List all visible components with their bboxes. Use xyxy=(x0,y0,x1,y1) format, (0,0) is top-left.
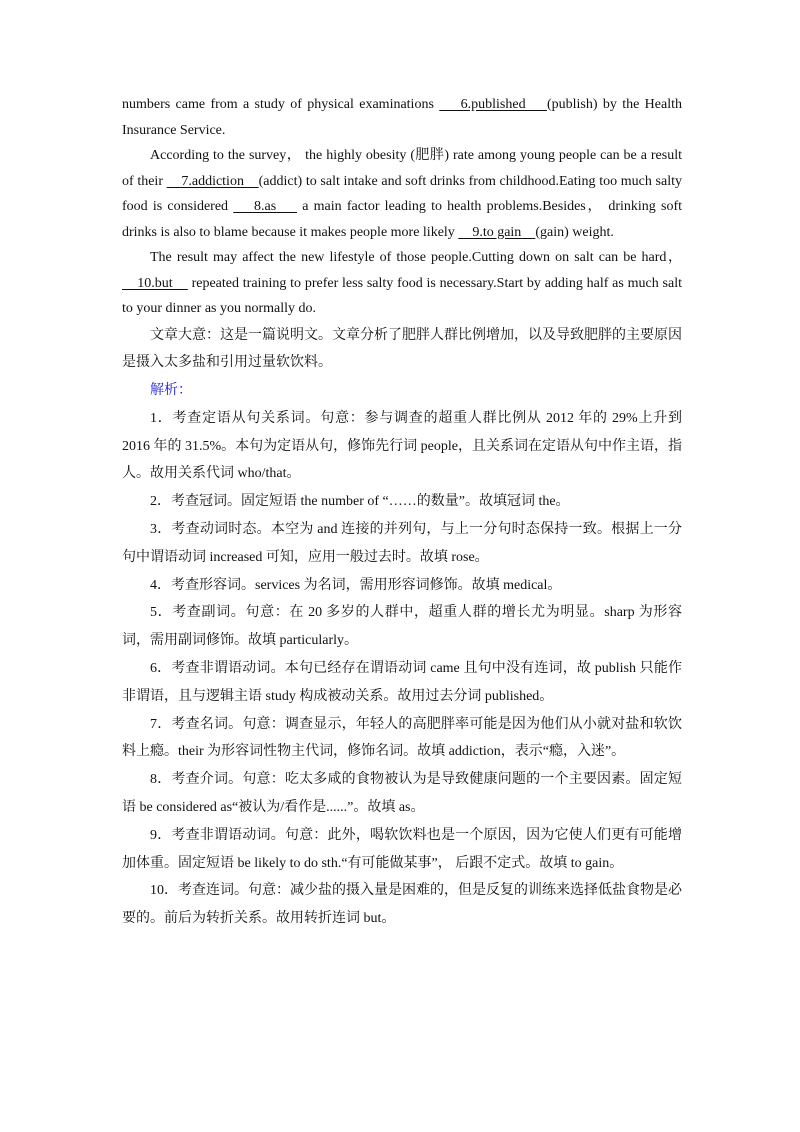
passage-text: numbers came from a study of physical examinations xyxy=(122,97,440,112)
answer-blank: 9.to gain xyxy=(458,224,536,240)
analysis-item-7: 7．考查名词。句意：调查显示，年轻人的高肥胖率可能是因为他们从小就对盐和软饮料上瘾。their 为形容词性物主代词，修饰名词。故填 addiction，表示“瘾，入迷”。 xyxy=(122,716,682,760)
answer-blank: 8.as xyxy=(233,199,298,214)
analysis-item-3: 3．考查动词时态。本空为 and 连接的并列句，与上一分句时态保持一致。根据上一分句中谓语动词 increased 可知，应用一般过去时。故填 rose。 xyxy=(122,522,682,565)
analysis-item-10: 10．考查连词。句意：减少盐的摄入量是困难的，但是反复的训练来选择低盐食物是必要的。前后为转折关系。故用转折连词 but。 xyxy=(122,883,682,927)
passage-text: (publish) by the Health Insurance Service. xyxy=(122,97,682,138)
article-summary: 文章大意：这是一篇说明文。文章分析了肥胖人群比例增加，以及导致肥胖的主要原因是摄入太多盐和引用过量软饮料。 xyxy=(122,327,682,371)
analysis-item-5: 5．考查副词。句意：在 20 多岁的人群中，超重人群的增长尤为明显。sharp 为形容词，需用副词修饰。故填 particularly。 xyxy=(122,605,682,649)
analysis-heading xyxy=(122,377,682,405)
passage-paragraph-3 xyxy=(122,245,682,322)
passage-paragraph-1 xyxy=(122,92,682,143)
passage-text: (addict) to salt intake and soft drinks from childhood.Eating too much salty food is considered xyxy=(122,173,682,214)
passage-text: According to the survey， the highly obesity (肥胖) rate among young people can be a result of their xyxy=(122,148,682,189)
answer-blank: 6.published xyxy=(439,97,547,112)
analysis-list xyxy=(122,405,682,933)
answer-blank: 7.addiction xyxy=(166,173,259,189)
analysis-item-8: 8．考查介词。句意：吃太多咸的食物被认为是导致健康问题的一个主要因素。固定短语 be considered as“被认为/看作是......”。故填 as。 xyxy=(122,772,682,816)
passage-text: a main factor leading to health problems.Besides， drinking soft drinks is also to blame because it makes people more likely xyxy=(122,199,682,240)
analysis-item-6: 6．考查非谓语动词。本句已经存在谓语动词 came 且句中没有连词，故 publish 只能作非谓语，且与逻辑主语 study 构成被动关系。故用过去分词 published。 xyxy=(122,661,682,704)
document-page xyxy=(122,92,682,933)
passage-text: (gain) weight. xyxy=(535,224,614,240)
analysis-label: 解析： xyxy=(150,383,192,399)
passage-text: repeated training to prefer less salty food is necessary.Start by adding half as much salt to your dinner as you normally do. xyxy=(122,275,682,316)
analysis-item-1: 1．考查定语从句关系词。句意：参与调查的超重人群比例从 2012 年的 29%上升到 2016 年的 31.5%。本句为定语从句，修饰先行词 people，且关系词在定语从句中作主语，指人。故用关系代词 who/that。 xyxy=(122,410,682,482)
analysis-item-4: 4．考查形容词。services 为名词，需用形容词修饰。故填 medical。 xyxy=(150,577,562,593)
passage-paragraph-2 xyxy=(122,143,682,245)
analysis-item-9: 9．考查非谓语动词。句意：此外，喝软饮料也是一个原因，因为它使人们更有可能增加体重。固定短语 be likely to do sth.“有可能做某事”， 后跟不定式。故填 to gain。 xyxy=(122,827,682,871)
passage xyxy=(122,92,682,322)
answer-blank: 10.but xyxy=(122,275,188,291)
analysis-item-2: 2．考查冠词。固定短语 the number of “……的数量”。故填冠词 the。 xyxy=(150,494,570,510)
passage-text: The result may affect the new lifestyle of those people.Cutting down on salt can be hard， xyxy=(150,250,682,265)
